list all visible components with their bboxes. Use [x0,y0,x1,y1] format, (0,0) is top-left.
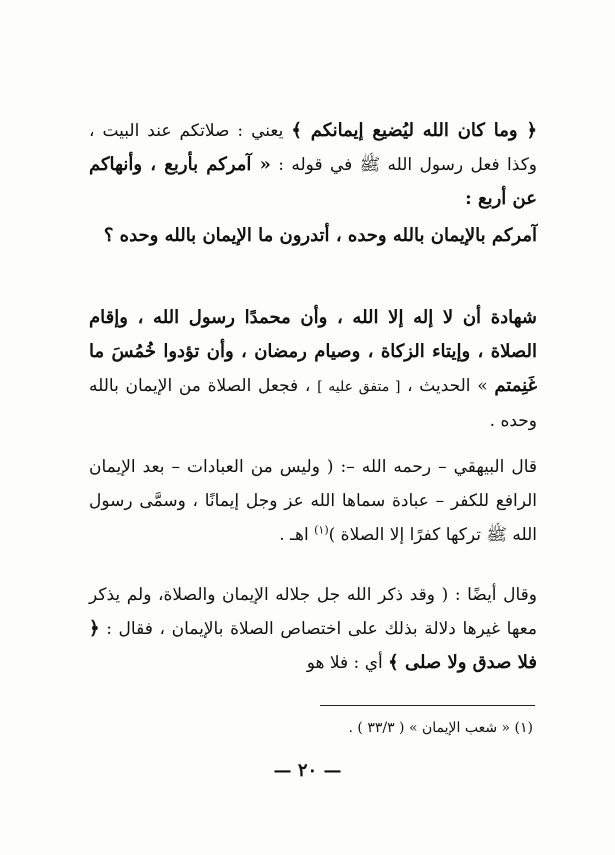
hadith-label: » الحديث ، [400,376,495,396]
paragraph-4 [89,450,537,552]
hadith-text-1: آمركم بالإيمان بالله وحده ، أتدرون ما الإيمان بالله وحده ؟ [103,225,537,246]
footnote-divider [320,705,535,706]
footnote-marker: (١) [314,523,329,537]
paragraph-3 [89,301,537,438]
hadith-text-2: شهادة أن لا إله إلا الله ، وأن محمدًا رسول الله ، وإقام الصلاة ، وإيتاء الزكاة ، وصيام رمضان ، وأن تؤدوا خُمُسَ ما غَنِمتم [89,307,537,396]
paragraph-5-end: أي : فلا هو [306,653,389,673]
paragraph-4-end: اهـ . [279,525,315,545]
quran-verse-2: ﴿ فلا صدق ولا صلى ﴾ [89,618,537,673]
paragraph-5 [89,578,537,680]
footnote: (١) « شعب الإيمان » ( ٣٣/٣ ) . [348,720,533,736]
paragraph-5-text: وقال أيضًا : ( وقد ذكر الله جل جلاله الإيمان والصلاة، ولم يذكر معها غيرها دلالة بذلك على اختصاص الصلاة بالإيمان ، فقال : [89,585,537,639]
page-number: — ٢٠ — [273,760,342,781]
paragraph-3-conclusion: ، فجعل الصلاة من الإيمان بالله وحده . [89,376,537,431]
quran-verse: ﴿ وما كان الله ليُضيع إيمانكم ﴾ [291,120,537,141]
paragraph-1-text: يعني : صلاتكم عند البيت ، وكذا فعل رسول الله ﷺ في قوله : [89,121,537,175]
paragraph-1 [89,114,537,216]
bayhaqi-quote: قال البيهقي – رحمه الله –: ( وليس من العبادات – بعد الإيمان الرافع للكفر – عبادة سماها الله عز وجل إيمانًا ، وسمَّى رسول الله ﷺ تركها كفرًا إلا الصلاة ) [89,457,537,545]
paragraph-2 [89,219,537,253]
hadith-source: [ متفق عليه ] [317,379,401,395]
hadith-intro: « آمركم بأربع ، وأنهاكم عن أربع : [89,154,537,209]
